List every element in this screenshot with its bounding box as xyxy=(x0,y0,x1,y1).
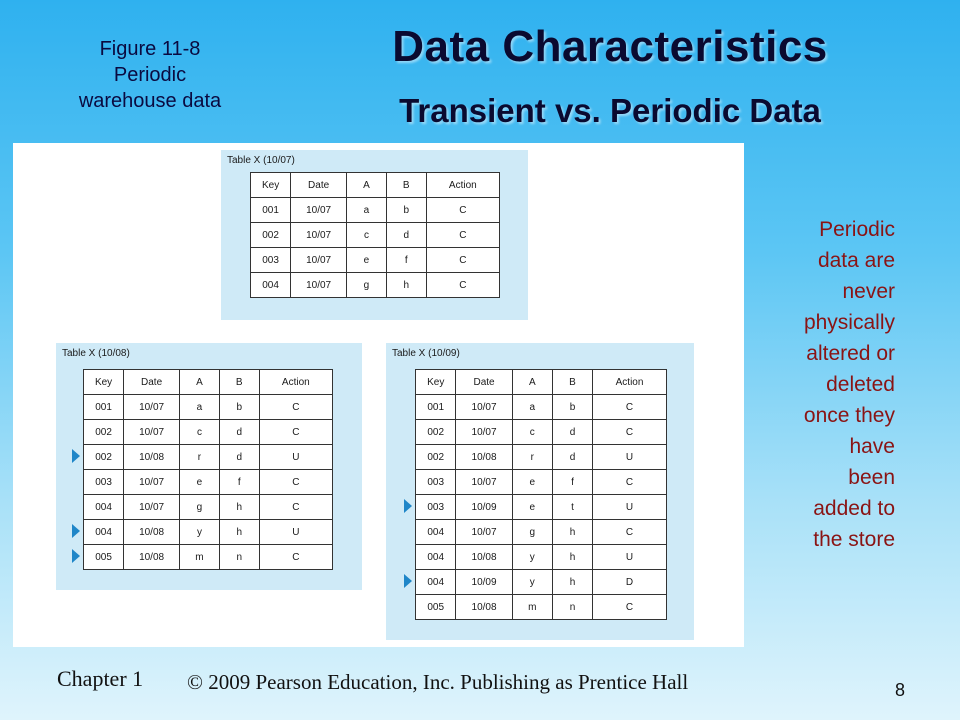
table-cell: f xyxy=(386,248,426,273)
table-row xyxy=(416,595,667,620)
table-cell: 005 xyxy=(84,545,124,570)
table-title: Table X (10/07) xyxy=(227,155,295,166)
table-cell: C xyxy=(259,470,332,495)
figure-caption-line: Figure 11-8 xyxy=(99,38,201,60)
table-cell: 004 xyxy=(416,520,456,545)
table-cell: 003 xyxy=(251,248,291,273)
new-record-arrow-icon xyxy=(72,449,80,463)
page-number: 8 xyxy=(895,680,906,700)
table-cell: y xyxy=(512,545,552,570)
table-cell: b xyxy=(552,395,592,420)
table-row xyxy=(416,545,667,570)
data-table xyxy=(415,369,667,620)
table-cell: h xyxy=(219,520,259,545)
figure-caption-line: warehouse data xyxy=(78,90,222,112)
table-cell: 002 xyxy=(251,223,291,248)
table-cell: h xyxy=(552,545,592,570)
table-row xyxy=(416,570,667,595)
table-cell: C xyxy=(593,595,667,620)
periodic-data-figure xyxy=(13,143,744,647)
table-cell: 003 xyxy=(84,470,124,495)
table-cell: 004 xyxy=(84,495,124,520)
column-header: Action xyxy=(426,173,499,198)
table-row xyxy=(84,420,333,445)
table-cell: r xyxy=(180,445,220,470)
table-cell: C xyxy=(426,248,499,273)
table-cell: C xyxy=(259,420,332,445)
table-cell: 10/07 xyxy=(456,520,512,545)
table-cell: U xyxy=(593,545,667,570)
table-cell: 003 xyxy=(416,470,456,495)
table-cell: 10/07 xyxy=(456,395,512,420)
table-cell: 10/09 xyxy=(456,495,512,520)
column-header: Date xyxy=(124,370,180,395)
table-cell: 10/07 xyxy=(456,470,512,495)
slide-title: Data Characteristics xyxy=(392,22,828,71)
side-note-line: been xyxy=(848,466,895,489)
table-cell: C xyxy=(426,198,499,223)
side-note-line: Periodic xyxy=(819,218,895,241)
table-row xyxy=(84,470,333,495)
table-row xyxy=(416,520,667,545)
table-row xyxy=(84,495,333,520)
side-note-line: once they xyxy=(803,404,895,427)
column-header: Date xyxy=(291,173,347,198)
table-cell: h xyxy=(386,273,426,298)
table-cell: g xyxy=(512,520,552,545)
table-cell: C xyxy=(426,273,499,298)
table-cell: C xyxy=(426,223,499,248)
data-table xyxy=(250,172,500,298)
table-cell: 10/07 xyxy=(291,223,347,248)
table-cell: e xyxy=(512,495,552,520)
table-cell: a xyxy=(347,198,387,223)
table-cell: h xyxy=(552,520,592,545)
table-cell: 005 xyxy=(416,595,456,620)
table-cell: U xyxy=(259,445,332,470)
table-cell: b xyxy=(219,395,259,420)
table-cell: 001 xyxy=(416,395,456,420)
table-row xyxy=(416,470,667,495)
table-cell: 004 xyxy=(251,273,291,298)
side-note-line: physically xyxy=(803,311,895,334)
table-cell: d xyxy=(552,445,592,470)
table-cell: C xyxy=(259,495,332,520)
table-cell: C xyxy=(593,470,667,495)
table-cell: h xyxy=(552,570,592,595)
table-row xyxy=(416,395,667,420)
table-cell: t xyxy=(552,495,592,520)
table-cell: m xyxy=(512,595,552,620)
table-cell: 10/09 xyxy=(456,570,512,595)
table-cell: n xyxy=(219,545,259,570)
new-record-arrow-icon xyxy=(72,524,80,538)
table-cell: 001 xyxy=(251,198,291,223)
table-cell: U xyxy=(593,445,667,470)
table-header-row xyxy=(251,173,500,198)
table-cell: g xyxy=(347,273,387,298)
table-title: Table X (10/09) xyxy=(392,348,460,359)
table-cell: 10/07 xyxy=(124,470,180,495)
table-row xyxy=(416,420,667,445)
column-header: B xyxy=(219,370,259,395)
table-cell: 003 xyxy=(416,495,456,520)
table-cell: 10/08 xyxy=(124,520,180,545)
column-header: Date xyxy=(456,370,512,395)
table-cell: b xyxy=(386,198,426,223)
table-cell: e xyxy=(180,470,220,495)
table-cell: 002 xyxy=(84,420,124,445)
column-header: B xyxy=(386,173,426,198)
table-row xyxy=(416,445,667,470)
table-cell: r xyxy=(512,445,552,470)
table-cell: 002 xyxy=(416,420,456,445)
side-note-line: the store xyxy=(813,528,895,551)
column-header: B xyxy=(552,370,592,395)
side-note xyxy=(752,214,895,555)
table-panel-10-09 xyxy=(386,343,694,640)
table-cell: 10/08 xyxy=(456,545,512,570)
table-cell: 10/08 xyxy=(124,545,180,570)
table-row xyxy=(84,395,333,420)
new-record-arrow-icon xyxy=(72,549,80,563)
table-header-row xyxy=(84,370,333,395)
table-cell: h xyxy=(219,495,259,520)
table-cell: 004 xyxy=(416,570,456,595)
table-cell: 002 xyxy=(84,445,124,470)
table-cell: 10/07 xyxy=(124,495,180,520)
slide-subtitle: Transient vs. Periodic Data xyxy=(399,92,821,129)
table-cell: n xyxy=(552,595,592,620)
table-header-row xyxy=(416,370,667,395)
table-cell: 002 xyxy=(416,445,456,470)
table-cell: c xyxy=(512,420,552,445)
table-cell: 10/08 xyxy=(456,595,512,620)
side-note-line: data are xyxy=(817,249,895,272)
table-cell: U xyxy=(593,495,667,520)
table-cell: a xyxy=(512,395,552,420)
column-header: Action xyxy=(593,370,667,395)
table-cell: y xyxy=(180,520,220,545)
column-header: A xyxy=(512,370,552,395)
side-note-line: added to xyxy=(813,497,895,520)
table-row xyxy=(251,223,500,248)
new-record-arrow-icon xyxy=(404,499,412,513)
table-cell: e xyxy=(512,470,552,495)
table-cell: d xyxy=(219,420,259,445)
table-cell: c xyxy=(180,420,220,445)
table-cell: 004 xyxy=(84,520,124,545)
table-row xyxy=(84,445,333,470)
table-cell: d xyxy=(219,445,259,470)
table-cell: U xyxy=(259,520,332,545)
side-note-line: altered or xyxy=(806,342,895,365)
table-cell: 10/07 xyxy=(124,420,180,445)
table-cell: 10/07 xyxy=(291,273,347,298)
new-record-arrow-icon xyxy=(404,574,412,588)
table-row xyxy=(251,198,500,223)
table-cell: m xyxy=(180,545,220,570)
table-cell: f xyxy=(552,470,592,495)
table-panel-10-07 xyxy=(221,150,528,320)
table-cell: 10/07 xyxy=(456,420,512,445)
table-cell: g xyxy=(180,495,220,520)
table-cell: D xyxy=(593,570,667,595)
table-cell: C xyxy=(593,420,667,445)
table-cell: 004 xyxy=(416,545,456,570)
chapter-label: Chapter 1 xyxy=(57,666,144,691)
column-header: Key xyxy=(251,173,291,198)
table-row xyxy=(84,520,333,545)
table-row xyxy=(251,248,500,273)
column-header: A xyxy=(347,173,387,198)
column-header: Key xyxy=(84,370,124,395)
table-cell: 10/08 xyxy=(124,445,180,470)
table-title: Table X (10/08) xyxy=(62,348,130,359)
table-row xyxy=(416,495,667,520)
column-header: A xyxy=(180,370,220,395)
table-cell: 10/08 xyxy=(456,445,512,470)
table-cell: f xyxy=(219,470,259,495)
table-cell: C xyxy=(259,395,332,420)
table-cell: 10/07 xyxy=(124,395,180,420)
table-cell: y xyxy=(512,570,552,595)
column-header: Key xyxy=(416,370,456,395)
side-note-line: deleted xyxy=(826,373,895,396)
figure-caption-line: Periodic xyxy=(113,64,187,86)
table-cell: d xyxy=(386,223,426,248)
side-note-line: never xyxy=(842,280,895,303)
table-cell: 001 xyxy=(84,395,124,420)
table-cell: a xyxy=(180,395,220,420)
data-table xyxy=(83,369,333,570)
table-row xyxy=(84,545,333,570)
table-cell: C xyxy=(259,545,332,570)
table-cell: 10/07 xyxy=(291,198,347,223)
table-cell: C xyxy=(593,395,667,420)
table-panel-10-08 xyxy=(56,343,362,590)
table-cell: e xyxy=(347,248,387,273)
table-cell: C xyxy=(593,520,667,545)
column-header: Action xyxy=(259,370,332,395)
table-cell: 10/07 xyxy=(291,248,347,273)
figure-caption xyxy=(50,36,250,114)
table-row xyxy=(251,273,500,298)
table-cell: c xyxy=(347,223,387,248)
copyright-text: © 2009 Pearson Education, Inc. Publishing as Prentice Hall xyxy=(187,670,689,694)
table-cell: d xyxy=(552,420,592,445)
side-note-line: have xyxy=(849,435,895,458)
